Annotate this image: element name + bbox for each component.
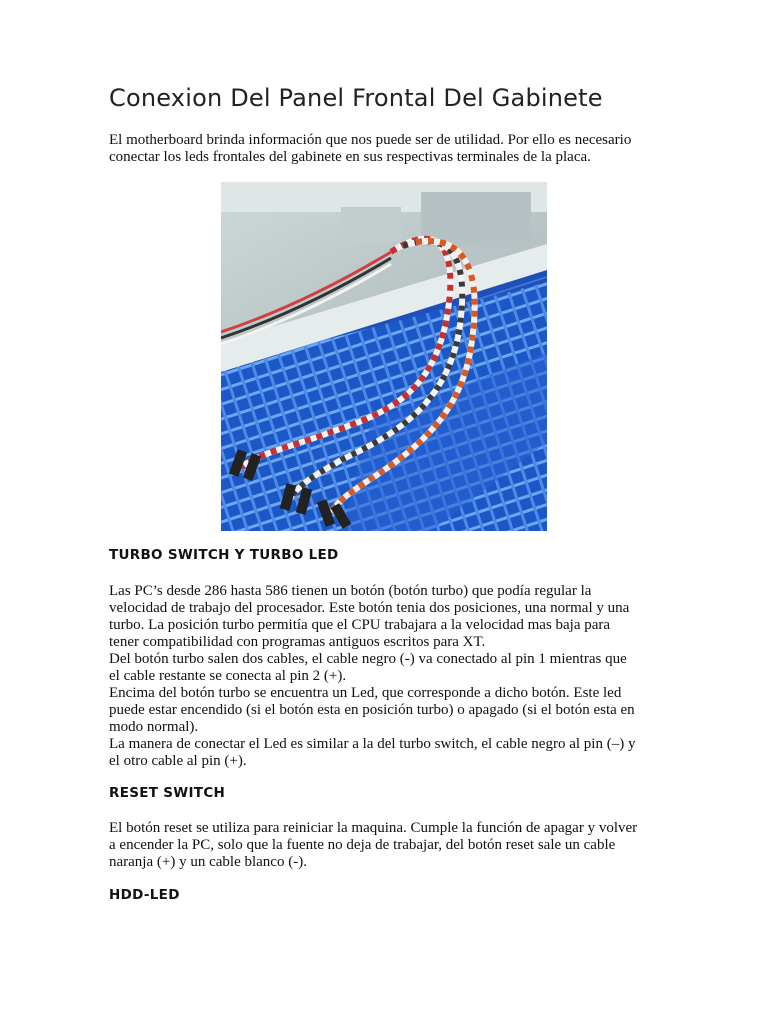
intro-paragraph	[109, 132, 669, 166]
text-line: naranja (+) y un cable blanco (-).	[109, 854, 307, 870]
text-line: a encender la PC, solo que la fuente no deja de trabajar, del botón reset sale un cable	[109, 837, 616, 853]
text-line: conectar los leds frontales del gabinete en sus respectivas terminales de la placa.	[109, 149, 591, 165]
text-line: el cable restante se conecta al pin 2 (+).	[109, 668, 347, 684]
page-title: Conexion Del Panel Frontal Del Gabinete	[109, 84, 603, 112]
text-line: Encima del botón turbo se encuentra un Led, que corresponde a dicho botón. Este led	[109, 685, 622, 701]
text-line: modo normal).	[109, 719, 199, 735]
text-line: Las PC’s desde 286 hasta 586 tienen un botón (botón turbo) que podía regular la	[109, 583, 592, 599]
text-line: El botón reset se utiliza para reiniciar la maquina. Cumple la función de apagar y volver	[109, 820, 638, 836]
text-line: puede estar encendido (si el botón esta en posición turbo) o apagado (si el botón esta en	[109, 702, 635, 718]
text-line: La manera de conectar el Led es similar a la del turbo switch, el cable negro al pin (–) y	[109, 736, 636, 752]
text-line: tener compatibilidad con programas antiguos escritos para XT.	[109, 634, 486, 650]
text-line: El motherboard brinda información que nos puede ser de utilidad. Por ello es necesario	[109, 132, 632, 148]
section-paragraph-turbo	[109, 583, 669, 770]
section-heading-hdd-led: HDD-LED	[109, 887, 180, 903]
section-heading-turbo: TURBO SWITCH Y TURBO LED	[109, 547, 339, 563]
section-heading-reset: RESET SWITCH	[109, 785, 226, 801]
text-line: el otro cable al pin (+).	[109, 753, 247, 769]
text-line: turbo. La posición turbo permitía que el CPU trabajara a la velocidad mas baja para	[109, 617, 611, 633]
text-line: Del botón turbo salen dos cables, el cable negro (-) va conectado al pin 1 mientras que	[109, 651, 627, 667]
text-line: velocidad de trabajo del procesador. Este botón tenia dos posiciones, una normal y una	[109, 600, 630, 616]
front-panel-cables-photo	[221, 182, 547, 531]
section-paragraph-reset	[109, 820, 669, 871]
